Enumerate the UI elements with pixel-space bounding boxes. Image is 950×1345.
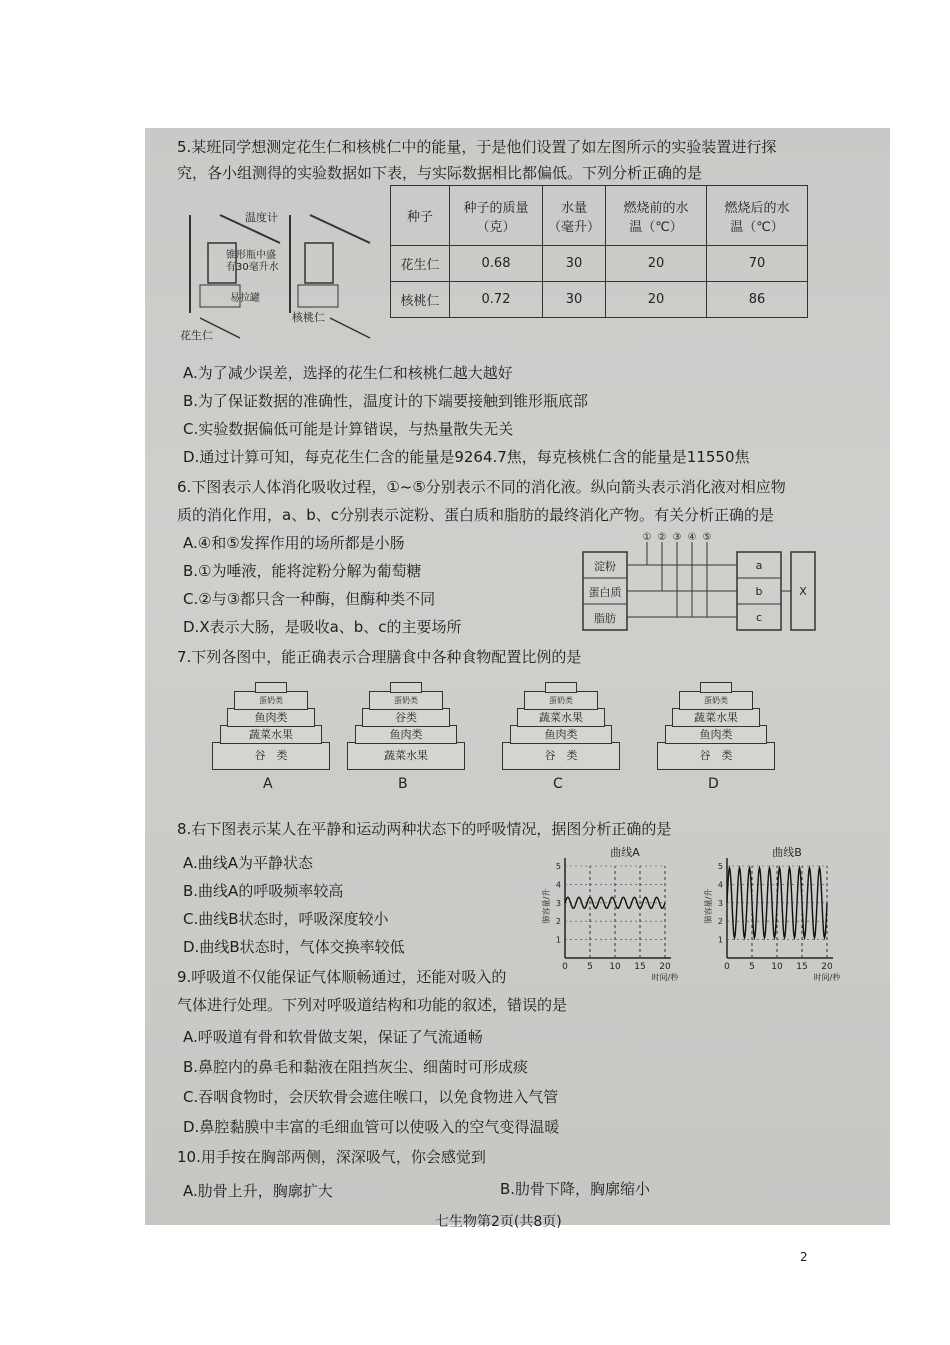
y-tick-label: 5 xyxy=(555,862,561,871)
q6-option-a: A.④和⑤发挥作用的场所都是小肠 xyxy=(183,534,405,552)
breathing-chart-a xyxy=(543,846,683,986)
pyramid-tier: 鱼肉类 xyxy=(665,725,767,744)
x-tick-label: 5 xyxy=(749,962,755,972)
q6-stem-2: 质的消化作用，a、b、c分别表示淀粉、蛋白质和脂肪的最终消化产物。有关分析正确的是 xyxy=(177,506,774,524)
y-tick-label: 3 xyxy=(717,898,723,908)
table-cell: 20 xyxy=(606,282,707,318)
table-header-cell: 种子 xyxy=(391,186,450,246)
organ-x: X xyxy=(799,585,807,598)
pyramid-tier: 蔬菜水果 xyxy=(347,742,465,770)
q8-option-c: C.曲线B状态时，呼吸深度较小 xyxy=(183,910,389,928)
juice-label: ① xyxy=(642,532,652,543)
table-cell: 花生仁 xyxy=(391,246,450,282)
pyramid-tier xyxy=(390,682,422,693)
pyramid-tier: 谷 类 xyxy=(212,742,330,770)
nutrient-protein: 蛋白质 xyxy=(588,586,622,599)
pyramid-tier: 谷 类 xyxy=(657,742,775,770)
pyramid-tier: 鱼肉类 xyxy=(227,708,315,727)
y-tick-label: 4 xyxy=(555,880,561,890)
y-tick-label: 2 xyxy=(717,917,723,927)
x-tick-label: 20 xyxy=(659,962,671,972)
juice-arrows xyxy=(647,542,707,617)
q9-option-a: A.呼吸道有骨和软骨做支架，保证了气流通畅 xyxy=(183,1028,483,1046)
q6-stem-1: 6.下图表示人体消化吸收过程，①~⑤分别表示不同的消化液。纵向箭头表示消化液对相应物 xyxy=(177,478,786,496)
table-cell: 0.72 xyxy=(450,282,543,318)
fig-label-flask: 锥形瓶中盛 xyxy=(226,250,276,261)
q5-data-table xyxy=(390,185,808,318)
q10-option-a: A.肋骨上升，胸廓扩大 xyxy=(183,1182,333,1200)
pyramid-tier: 谷 类 xyxy=(502,742,620,770)
y-tick-label: 5 xyxy=(717,862,723,871)
nutrient-fat: 脂肪 xyxy=(594,612,616,625)
table-row xyxy=(391,246,808,282)
table-cell: 86 xyxy=(707,282,808,318)
product-a: a xyxy=(755,559,763,572)
q10-stem: 10.用手按在胸部两侧，深深吸气，你会感觉到 xyxy=(177,1148,486,1166)
food-pyramid-b xyxy=(340,676,470,796)
q9-option-d: D.鼻腔黏膜中丰富的毛细血管可以使吸入的空气变得温暖 xyxy=(183,1118,560,1136)
pyramid-tier xyxy=(255,682,287,693)
table-header-cell: 水量 （毫升） xyxy=(543,186,606,246)
q10-option-b: B.肋骨下降，胸廓缩小 xyxy=(500,1180,651,1198)
q8-option-d: D.曲线B状态时，气体交换率较低 xyxy=(183,938,405,956)
q5-option-d: D.通过计算可知，每克花生仁含的能量是9264.7焦，每克核桃仁含的能量是11550焦 xyxy=(183,448,750,466)
q6-option-d: D.X表示大肠，是吸收a、b、c的主要场所 xyxy=(183,618,462,636)
q8-stem: 8.右下图表示某人在平静和运动两种状态下的呼吸情况，据图分析正确的是 xyxy=(177,820,672,838)
pyramid-tier: 蛋奶类 xyxy=(234,691,308,710)
q6-option-b: B.①为唾液，能将淀粉分解为葡萄糖 xyxy=(183,562,422,580)
pyramid-tier xyxy=(545,682,577,693)
pyramid-tier: 蔬菜水果 xyxy=(672,708,760,727)
q5-stem-1: 5.某班同学想测定花生仁和核桃仁中的能量，于是他们设置了如左图所示的实验装置进行探 xyxy=(177,138,777,156)
q5-option-a: A.为了减少误差，选择的花生仁和核桃仁越大越好 xyxy=(183,364,513,382)
table-cell: 0.68 xyxy=(450,246,543,282)
x-tick-label: 0 xyxy=(562,962,568,972)
q9-option-c: C.吞咽食物时，会厌软骨会遮住喉口，以免食物进入气管 xyxy=(183,1088,559,1106)
food-pyramid-c xyxy=(495,676,625,796)
exam-photo xyxy=(145,128,890,1230)
q8-option-b: B.曲线A的呼吸频率较高 xyxy=(183,882,344,900)
q5-option-b: B.为了保证数据的准确性，温度计的下端要接触到锥形瓶底部 xyxy=(183,392,589,410)
y-tick-label: 1 xyxy=(717,935,723,945)
y-tick-label: 1 xyxy=(555,935,561,945)
breathing-chart-b xyxy=(705,846,845,986)
pyramid-option-label: D xyxy=(708,776,719,792)
fig-label-peanut: 花生仁 xyxy=(180,329,213,342)
x-axis-label: 时间/秒 xyxy=(813,973,841,982)
table-row xyxy=(391,282,808,318)
fig-label-can: 易拉罐 xyxy=(230,293,260,304)
y-axis-label: 肺容量/升 xyxy=(704,888,713,924)
table-header-cell: 燃烧前的水 温（℃） xyxy=(606,186,707,246)
pyramid-tier xyxy=(700,682,732,693)
pyramid-tier: 蔬菜水果 xyxy=(220,725,322,744)
q5-option-c: C.实验数据偏低可能是计算错误，与热量散失无关 xyxy=(183,420,514,438)
x-tick-label: 10 xyxy=(771,962,783,972)
food-pyramid-d xyxy=(650,676,780,796)
chart-title: 曲线B xyxy=(772,846,802,859)
product-b: b xyxy=(755,585,763,598)
table-cell: 核桃仁 xyxy=(391,282,450,318)
table-cell: 30 xyxy=(543,246,606,282)
pyramid-tier: 蛋奶类 xyxy=(679,691,753,710)
x-axis-label: 时间/秒 xyxy=(651,973,679,982)
juice-label: ③ xyxy=(672,532,682,543)
page-footer: 七生物第2页(共8页) xyxy=(435,1214,562,1230)
food-pyramid-a xyxy=(205,676,335,796)
x-tick-label: 15 xyxy=(796,962,808,972)
table-cell: 20 xyxy=(606,246,707,282)
table-header-cell: 燃烧后的水 温（℃） xyxy=(707,186,808,246)
product-c: c xyxy=(755,611,763,624)
q8-option-a: A.曲线A为平静状态 xyxy=(183,854,314,872)
pyramid-tier: 蛋奶类 xyxy=(524,691,598,710)
q9-stem-1: 9.呼吸道不仅能保证气体顺畅通过，还能对吸入的 xyxy=(177,968,507,986)
pyramid-tier: 蛋奶类 xyxy=(369,691,443,710)
juice-label: ② xyxy=(657,532,667,543)
pyramid-tier: 蔬菜水果 xyxy=(517,708,605,727)
pyramid-option-label: B xyxy=(398,776,408,792)
pyramid-tier: 鱼肉类 xyxy=(355,725,457,744)
q5-stem-2: 究，各小组测得的实验数据如下表，与实际数据相比都偏低。下列分析正确的是 xyxy=(177,164,703,182)
pyramid-tier: 鱼肉类 xyxy=(510,725,612,744)
juice-label: ④ xyxy=(687,532,697,543)
y-tick-label: 4 xyxy=(717,880,723,890)
table-cell: 70 xyxy=(707,246,808,282)
q7-stem: 7.下列各图中，能正确表示合理膳食中各种食物配置比例的是 xyxy=(177,648,582,666)
pyramid-tier: 谷类 xyxy=(362,708,450,727)
x-tick-label: 0 xyxy=(724,962,730,972)
q9-stem-2: 气体进行处理。下列对呼吸道结构和功能的叙述，错误的是 xyxy=(177,996,568,1014)
x-tick-label: 20 xyxy=(821,962,833,972)
fig-label-thermometer: 温度计 xyxy=(245,211,278,224)
q9-option-b: B.鼻腔内的鼻毛和黏液在阻挡灰尘、细菌时可形成痰 xyxy=(183,1058,529,1076)
y-tick-label: 2 xyxy=(555,917,561,927)
x-tick-label: 10 xyxy=(609,962,621,972)
y-tick-label: 3 xyxy=(555,898,561,908)
juice-label: ⑤ xyxy=(702,532,712,543)
table-header-cell: 种子的质量 （克） xyxy=(450,186,543,246)
pyramid-option-label: C xyxy=(553,776,563,792)
fig-label-flask-2: 有30毫升水 xyxy=(226,262,279,273)
chart-title: 曲线A xyxy=(610,846,640,859)
page-number: 2 xyxy=(800,1250,808,1264)
fig-label-walnut: 核桃仁 xyxy=(292,311,325,324)
q5-apparatus-figure xyxy=(180,203,380,343)
digestion-diagram xyxy=(577,530,817,634)
x-tick-label: 15 xyxy=(634,962,646,972)
q6-option-c: C.②与③都只含一种酶，但酶种类不同 xyxy=(183,590,436,608)
x-tick-label: 5 xyxy=(587,962,593,972)
table-cell: 30 xyxy=(543,282,606,318)
nutrient-starch: 淀粉 xyxy=(594,560,616,573)
pyramid-option-label: A xyxy=(263,776,273,792)
y-axis-label: 肺容量/升 xyxy=(542,888,551,924)
